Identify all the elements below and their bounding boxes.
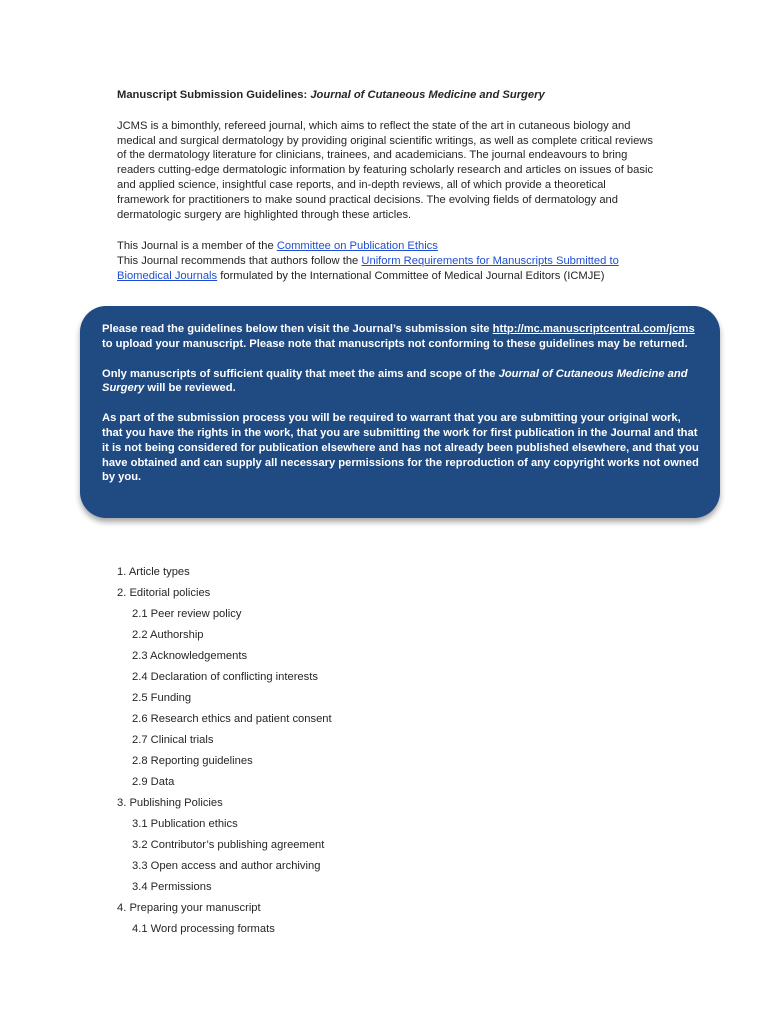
- toc-item: 4.1 Word processing formats: [132, 923, 275, 935]
- toc-item: 2.2 Authorship: [132, 629, 204, 641]
- notice-quality: [102, 367, 700, 397]
- notice-p2-journal: Journal of Cutaneous Medicine and Surgery: [102, 367, 688, 395]
- intro-paragraph: JCMS is a bimonthly, refereed journal, which aims to reflect the state of the art in cutaneous biology and medical and surgical dermatology by providing original scientific writings, as well as complete critical reviews of the dermatology literature for clinicians, trainees, and academicians. The journal endeavours to bring readers cutting-edge dermatologic information by featuring scholarly research and articles on issues of basic and applied science, insightful case reports, and in-depth reviews, all of which provide a theoretical framework for practitioners to make sound practical decisions. The evolving fields of dermatology and dermatologic surgery are highlighted through these articles.: [117, 119, 654, 221]
- toc-item: 2.8 Reporting guidelines: [132, 755, 253, 767]
- notice-box: [80, 306, 720, 518]
- page-title: [117, 88, 657, 103]
- toc-item: 2.7 Clinical trials: [132, 734, 214, 746]
- recommend-line: [117, 254, 657, 284]
- toc-item: 3.1 Publication ethics: [132, 818, 238, 830]
- membership-section: [117, 239, 657, 283]
- recommend-prefix: This Journal recommends that authors follow the: [117, 255, 362, 268]
- toc-item: 2. Editorial policies: [117, 587, 211, 599]
- title-journal: Journal of Cutaneous Medicine and Surgery: [310, 89, 545, 101]
- toc-item: 3.4 Permissions: [132, 881, 212, 893]
- submission-site-link[interactable]: http://mc.manuscriptcentral.com/jcms: [492, 323, 695, 335]
- toc-item: 3.2 Contributor’s publishing agreement: [132, 839, 325, 851]
- notice-p1-suffix: to upload your manuscript. Please note that manuscripts not conforming to these guidelines may be returned.: [102, 337, 688, 350]
- recommend-suffix: formulated by the International Committee of Medical Journal Editors (ICMJE): [217, 269, 605, 282]
- cope-link[interactable]: Committee on Publication Ethics: [276, 240, 438, 253]
- notice-p2-suffix: will be reviewed.: [144, 382, 236, 395]
- toc-item: 2.1 Peer review policy: [132, 608, 242, 620]
- toc-item: 3.3 Open access and author archiving: [132, 860, 321, 872]
- notice-warranty: As part of the submission process you will be required to warrant that you are submitting your original work, that you have the rights in the work, that you are submitting the work for first publication in the Journal and that it is not being considered for publication elsewhere and has not already been published elsewhere, and that you have obtained and can supply all necessary permissions for the reproduction of any copyright works not owned by you.: [102, 412, 699, 484]
- toc-item: 1. Article types: [117, 566, 190, 578]
- toc-item: 2.3 Acknowledgements: [132, 650, 248, 662]
- member-prefix: This Journal is a member of the: [117, 240, 277, 253]
- title-lead: Manuscript Submission Guidelines:: [117, 89, 311, 101]
- toc-item: 3. Publishing Policies: [117, 797, 223, 809]
- toc-item: 2.9 Data: [132, 776, 175, 788]
- toc-item: 2.5 Funding: [132, 692, 192, 704]
- document-body: [117, 88, 657, 284]
- uniform-requirements-link[interactable]: Uniform Requirements for Manuscripts Submitted to Biomedical Journals: [117, 255, 619, 282]
- toc-item: 4. Preparing your manuscript: [117, 902, 261, 914]
- table-of-contents: [117, 565, 617, 943]
- member-line: [117, 239, 657, 254]
- notice-p2-prefix: Only manuscripts of sufficient quality that meet the aims and scope of the: [102, 367, 499, 380]
- notice-p1-prefix: Please read the guidelines below then visit the Journal’s submission site: [102, 323, 493, 335]
- toc-item: 2.6 Research ethics and patient consent: [132, 713, 332, 725]
- notice-submission-site: [102, 322, 700, 352]
- toc-item: 2.4 Declaration of conflicting interests: [132, 671, 318, 683]
